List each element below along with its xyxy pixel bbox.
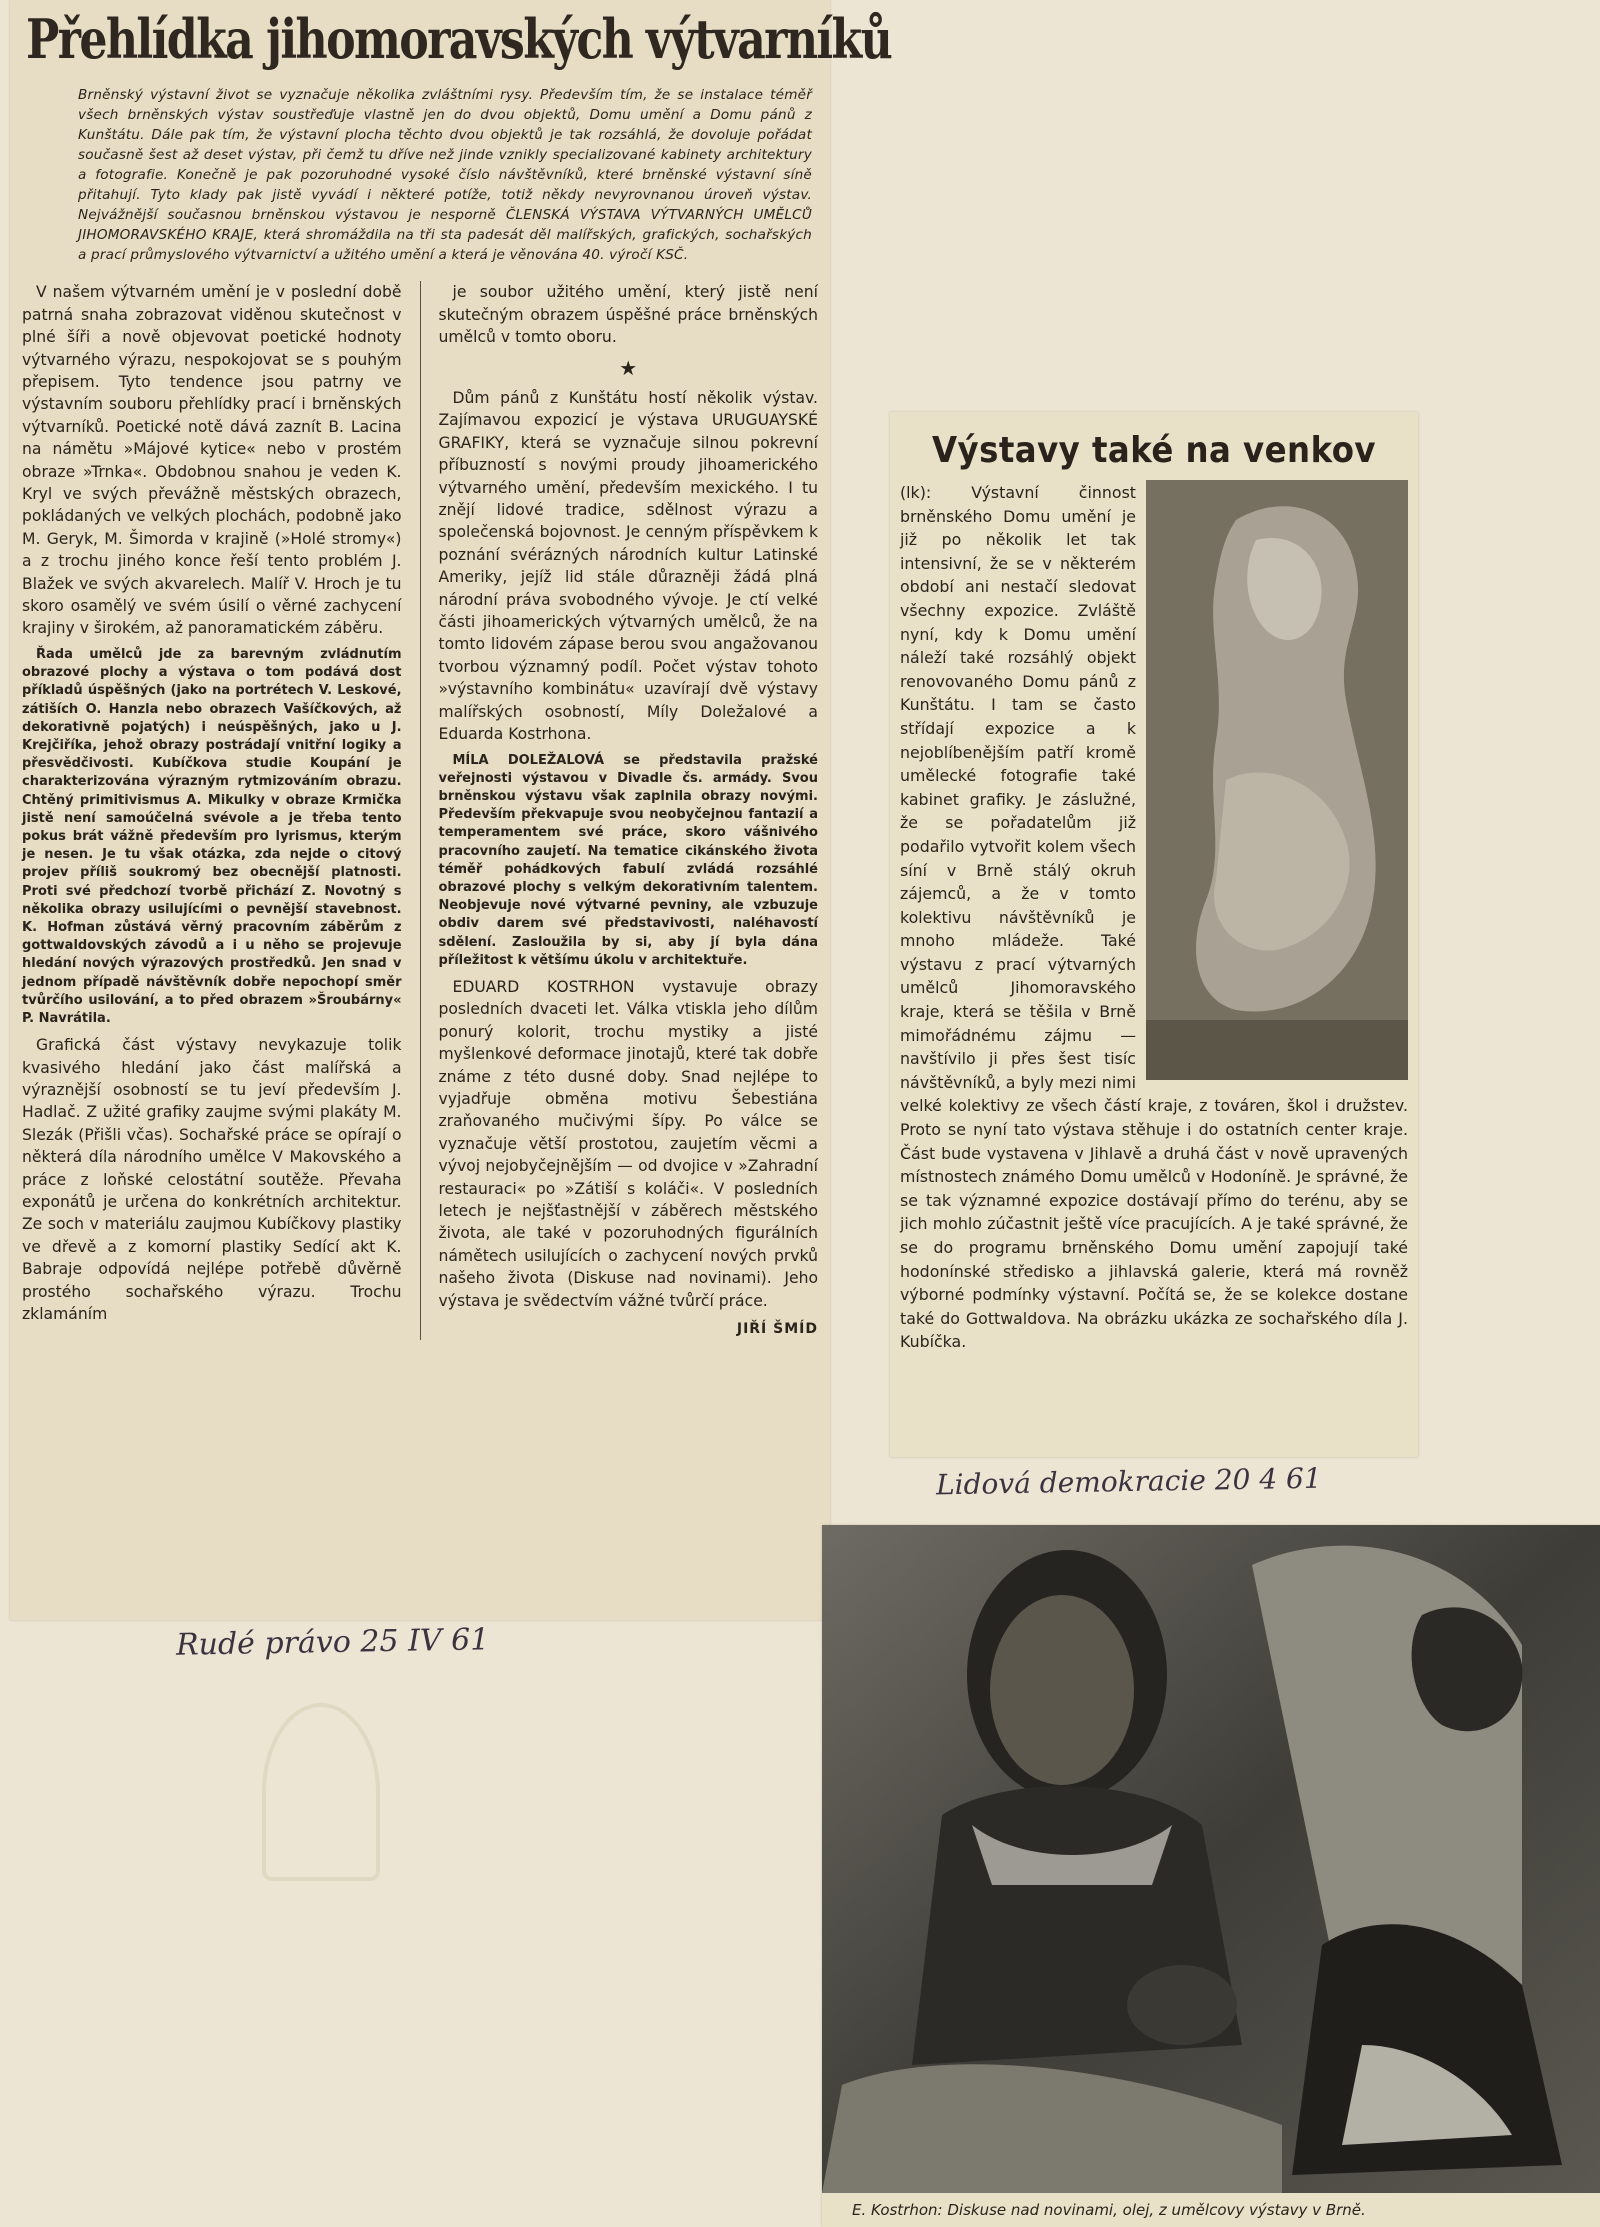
star-separator: ★ [619, 355, 638, 380]
sculpture-image [1146, 480, 1408, 1080]
paragraph-text: (lk): Výstavní činnost brněnského Domu umění je již po několik let tak intensivní, že se v některém období ani nestačí sledovat všechny expozice. Zvláště nyní, kdy k Domu umění náleží také rozsáhlý objekt renovovaného Domu pánů z Kunštátu. I tam se často střídají expozice a k nejoblíbenějším patří kromě umělecké fotografie také kabinet grafiky. Je záslužné, že se pořadatelům již podařilo vytvořit kolem všech síní v Brně stálý okruh zájemců, a že v tomto kolektivu návštěvníků je mnoho mládeže. Také výstavu z prací výtvarných umělců Jihomoravského kraje, která se těšila v Brně mimořádnému zájmu — navštívilo ji přes šest tisíc návštěvníků, a byly mezi nimi velké kolektivy ze všech částí kraje, z továren, škol i družstev. Proto se nyní tato výstava stěhuje i do ostatních center kraje. Část bude vystavena v Jihlavě a druhá část v nově upravených místnostech známého Domu umělců v Hodoníně. Je správné, že se tak významné expozice dostávají přímo do terénu, aby se jich mohlo zúčastnit ještě více pracujících. A je také správné, že se do programu brněnského Domu umění zapojují také hodonínské středisko a jihlavská galerie, která má rovněž výborné podmínky výstavní. Počítá se, že se kolekce dostane také do Gottwaldova. Na obrázku ukázka ze sochařského díla J. Kubíčka. [900, 483, 1408, 1352]
article-columns [22, 281, 818, 1340]
paragraph: Grafická část výstavy nevykazuje tolik kvasivého hledání jako část malířská a výraznější osobností se tu jeví především J. Hadlač. Z užité grafiky zaujme svými plakáty M. Slezák (Přišli včas). Sochařské práce se opírají o některá díla národního umělce V Makovského a práce z loňské celostátní soutěže. Převaha exponátů je určena do konkrétních architektur. Ze soch v materiálu zaujmou Kubíčkovy plastiky ve dřevě a z komorní plastiky Sedící akt K. Babraje odpovídá nejlépe potřebě důvěrně prostého sochařského výrazu. Trochu zklamáním [22, 1036, 402, 1324]
paragraph: V našem výtvarném umění je v poslední době patrná snaha zobrazovat viděnou skutečnost v plné šíři a nově objevovat poetické hodnoty výtvarného výrazu, nespokojovat se s pouhým přepisem. Tyto tendence jsou patrny ve výstavním souboru přehlídky prací i brněnských výtvarníků. Poetické notě dává zaznít B. Lacina na námětu »Májové kytice« nebo v prostém obraze »Trnka«. Obdobnou snahou je veden K. Kryl ve svých převážně městských obrazech, pokládaných ve velkých plochách, podobně jako M. Geryk, M. Šimorda v krajině (»Holé stromy«) a z trochu jiného konce řeší tento problém J. Blažek ve svých akvarelech. Malíř V. Hroch je tu skoro osamělý ve svém úsilí o věrné zachycení krajiny v širokém, až panoramatickém záběru. [22, 283, 402, 638]
author-signature: JIŘÍ ŠMÍD [736, 1321, 818, 1338]
photo-caption: E. Kostrhon: Diskuse nad novinami, olej, z umělcovy výstavy v Brně. [822, 2193, 1600, 2227]
paragraph: je soubor užitého umění, který jistě není skutečným obrazem úspěšné práce brněnských umělců v tomto oboru. [438, 283, 818, 347]
sculpture-photo [1146, 480, 1408, 1080]
painting-image [822, 1525, 1600, 2193]
article-lead: Brněnský výstavní život se vyznačuje několika zvláštními rysy. Především tím, že se instalace téměř všech brněnských výstav soustřeďuje vlastně jen do dvou objektů, Domu umění a Domu pánů z Kunštátu. Dále pak tím, že výstavní plocha těchto dvou objektů je tak rozsáhlá, že dovoluje pořádat současně šest až deset výstav, při čemž tu dříve než jinde vznikly specializované kabinety architektury a fotografie. Konečně je pak pozoruhodné vysoké číslo návštěvníků, které brněnské výstavní síně přitahují. Tyto klady pak jistě vyvádí i některé potíže, totiž někdy nevyrovnanou úroveň výstav. Nejvážnější současnou brněnskou výstavou je nesporně ČLENSKÁ VÝSTAVA VÝTVARNÝCH UMĚLCŮ JIHOMORAVSKÉHO KRAJE, která shromáždila na tři sta padesát děl malířských, grafických, sochařských a prací průmyslového výtvarnictví a užitého umění a která je věnována 40. výročí KSČ. [78, 87, 812, 264]
clipping-lidova-demokracie [890, 412, 1418, 1457]
article-headline: Přehlídka jihomoravských výtvarníků [26, 7, 892, 71]
clipping-rude-pravo [10, 0, 892, 1620]
paragraph: Řada umělců jde za barevným zvládnutím obrazové plochy a výstava o tom podává dost příkladů úspěšných (jako na portrétech V. Leskové, zátiších O. Hanzla nebo obrazech Vašíčkových, až dekorativně pojatých) i neúspěšných, jako u J. Krejčiříka, jehož obrazy postrádají vnitřní logiky a přesvědčivosti. Kubíčkova studie Koupání je charakterizována výrazným rytmizováním obrazu. Chtěný primitivismus A. Mikulky v obraze Krmička jistě není samoúčelná svévole a je třeba tento pokus brát vážně především pro lyrismus, kterým je nesen. Je tu však otázka, zda nejde o citový projev příliš soukromý bez obecnější platnosti. Proti své předchozí tvorbě přichází Z. Novotný s několika obrazy usilujícími o pevnější stavebnost. K. Hofman zůstává věrný pracovním záběrům z gottwaldovských závodů a i u něho se projevuje hledání nových výrazových prostředků. Jen snad v jednom případě návštěvník dobře nepochopí směr tvůrčího usilování, a to před obrazem »Šroubárny« P. Navrátila. [22, 646, 402, 1026]
painting-photo-clipping [822, 1525, 1600, 2227]
faint-stamp-mark [262, 1703, 380, 1881]
column-2 [438, 281, 818, 1340]
article-headline: Výstavy také na venkov [932, 430, 1376, 471]
column-1 [22, 281, 402, 1340]
paragraph: MÍLA DOLEŽALOVÁ se představila pražské veřejnosti výstavou v Divadle čs. armády. Svou brněnskou výstavu však zaplnila obrazy novými. Především překvapuje svou neobyčejnou fantazií a temperamentem své práce, skoro vášnivého pracovního zaujetí. Na tematice cikánského života téměř pohádkových fabulí zvládá rozsáhlé obrazové plochy s velkým dekorativním talentem. Neobjevuje nové výtvarné pevniny, ale vzbuzuje obdiv darem své představivosti, naléhavostí sdělení. Zasloužila by si, aby jí byla dána příležitost k většímu úkolu v architektuře. [438, 752, 818, 968]
column-divider [420, 281, 421, 1340]
handwritten-source-note: Rudé právo 25 IV 61 [175, 1622, 490, 1663]
handwritten-source-note: Lidová demokracie 20 4 61 [935, 1461, 1322, 1502]
paragraph: Dům pánů z Kunštátu hostí několik výstav. Zajímavou expozicí je výstava URUGUAYSKÉ GRAFIKY, která se vyznačuje silnou pokrevní příbuzností s novými proudy jihoamerického výtvarného umění, především mexického. I tu znějí lidové tradice, sdělnost výrazu a společenská bojovnost. Je cenným příspěvkem k poznání svérázných národních kultur Latinské Ameriky, jejíž lid stále důrazněji žádá plná národní práva svobodného vývoje. Je ctí velké části jihoamerických výtvarných umělců, že na tomto lidovém zápase berou svou angažovanou tvorbou významný podíl. Počet výstav tohoto »výstavního kombinátu« uzavírají dvě výstavy malířských osobností, Míly Doležalové a Eduarda Kostrhona. [438, 389, 818, 744]
paragraph: EDUARD KOSTRHON vystavuje obrazy posledních dvaceti let. Válka vtiskla jeho dílům ponurý kolorit, trochu mystiky a jisté myšlenkové deformace jinotajů, které tak dobře známe z této dusné doby. Snad nejlépe to vyjadřuje obměna motivu Šebestiána zraňovaného mučivými šípy. Po válce se vyznačuje větší prostotou, zaujetím věcmi a vývoj nejobyčejnějším — od dvojice v »Zahradní restauraci« po »Zátiší s koláči«. V posledních letech je nejšťastnější v záběrech městského života, ale také v pozoruhodných figurálních námětech usilujících o zachycení nových prvků našeho života (Diskuse nad novinami). Jeho výstava je svědectvím vážné tvůrčí práce. [438, 977, 818, 1310]
